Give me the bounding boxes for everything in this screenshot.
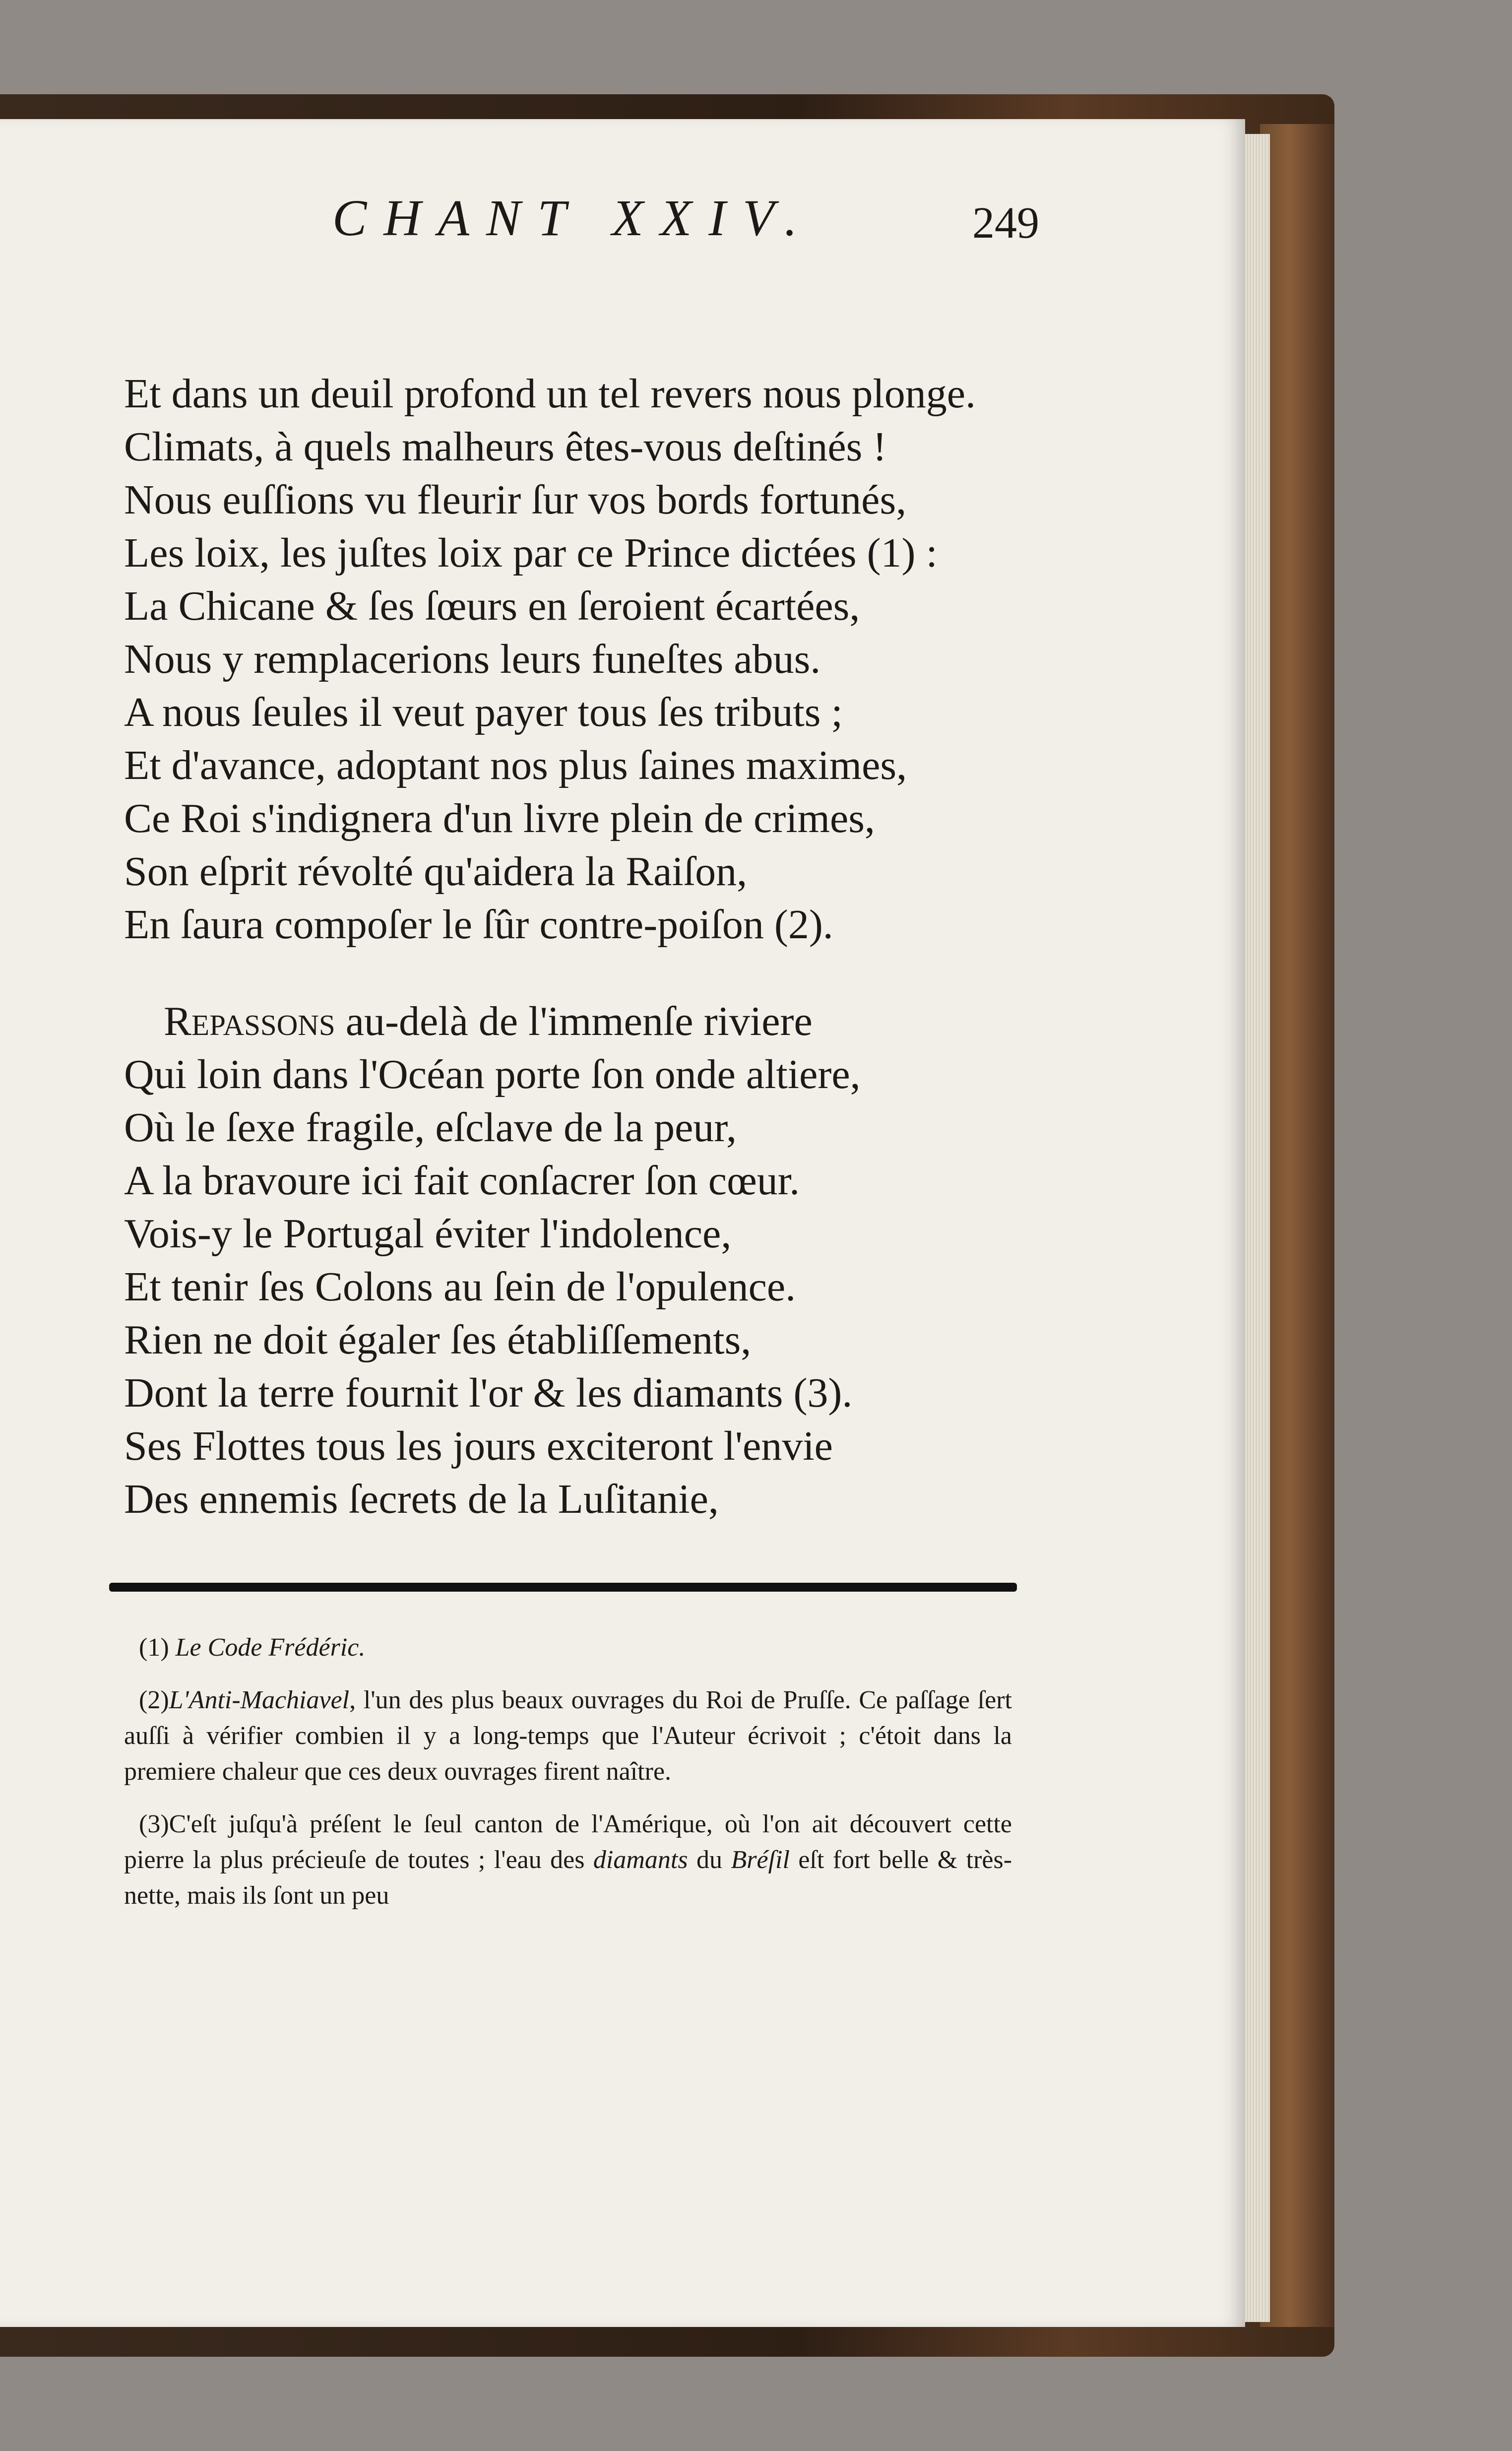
verse-line: Les loix, les juſtes loix par ce Prince dictées (1) : [124,530,938,576]
page-number: 249 [972,198,1039,248]
verse-line: Climats, à quels malheurs êtes-vous deſtinés ! [124,424,887,470]
footnotes [124,1630,1012,1931]
verse-line: Où le ſexe fragile, eſclave de la peur, [124,1104,737,1151]
footnote-3 [124,1806,1012,1914]
footnote-2 [124,1682,1012,1790]
verse-text: au-delà de l'immenſe riviere [335,998,813,1044]
verse-line: Rien ne doit égaler ſes établiſſements, [124,1317,752,1363]
verse-line: A la bravoure ici fait conſacrer ſon cœur. [124,1158,800,1204]
verse-line-first [124,995,1071,1048]
opening-word: Repassons [164,998,335,1044]
stanza-1 [124,367,1071,951]
verse-line: Et d'avance, adoptant nos plus ſaines maximes, [124,742,907,788]
verse-line: Nous euſſions vu fleurir ſur vos bords fortunés, [124,477,907,523]
footnote-text: C'eſt juſqu'à préſent le ſeul canton de l'Amérique, où l'on ait découvert cette pierre la plus précieuſe de toutes ; l'eau des [124,1810,1012,1874]
verse-line: Des ennemis ſecrets de la Luſitanie, [124,1476,719,1522]
verse-line: Qui loin dans l'Océan porte ſon onde altiere, [124,1051,861,1097]
running-head: CHANT XXIV. [332,190,815,247]
footnote-text: eſt fort belle & très-nette, mais ils ſont un peu [124,1846,1012,1910]
footnote-marker: (3) [139,1810,169,1838]
verse-line: Son eſprit révolté qu'aidera la Raiſon, [124,848,748,895]
verse-line: Et dans un deuil profond un tel revers nous plonge. [124,371,976,417]
footnote-text: du [688,1846,731,1874]
footnote-marker: (2) [139,1686,169,1714]
footnote-text: , l'un des plus beaux ouvrages du Roi de Pruſſe. Ce paſſage ſert auſſi à vérifier combien il y a long-temps que l'Auteur écrivoit ; c'étoit dans la premiere chaleur que ces deux ouvrages firent naître. [124,1686,1012,1786]
footnote-rule [109,1583,1017,1592]
footnote-title: L'Anti-Machiavel [169,1686,350,1714]
footnote-italic: Bréſil [731,1846,790,1874]
verse-line: Nous y remplacerions leurs funeſtes abus. [124,636,821,682]
verse-line: En ſaura compoſer le ſûr contre-poiſon (2). [124,902,833,948]
page-header [332,189,1062,288]
footnote-marker: (1) [139,1633,169,1662]
footnote-1 [124,1630,1012,1666]
verse-line: Ce Roi s'indignera d'un livre plein de crimes, [124,795,875,841]
verse-line: La Chicane & ſes ſœurs en ſeroient écartées, [124,583,860,629]
verse-line: Ses Flottes tous les jours exciteront l'envie [124,1423,833,1469]
footnote-title: Le Code Frédéric. [175,1633,366,1662]
stanza-2 [124,995,1071,1526]
footnote-italic: diamants [593,1846,688,1874]
book-cover-edge [1260,124,1334,2327]
verse-line: Dont la terre fournit l'or & les diamants (3). [124,1370,853,1416]
verse-line: A nous ſeules il veut payer tous ſes tributs ; [124,689,843,735]
verse-line: Vois-y le Portugal éviter l'indolence, [124,1211,732,1257]
verse-line: Et tenir ſes Colons au ſein de l'opulence. [124,1264,796,1310]
